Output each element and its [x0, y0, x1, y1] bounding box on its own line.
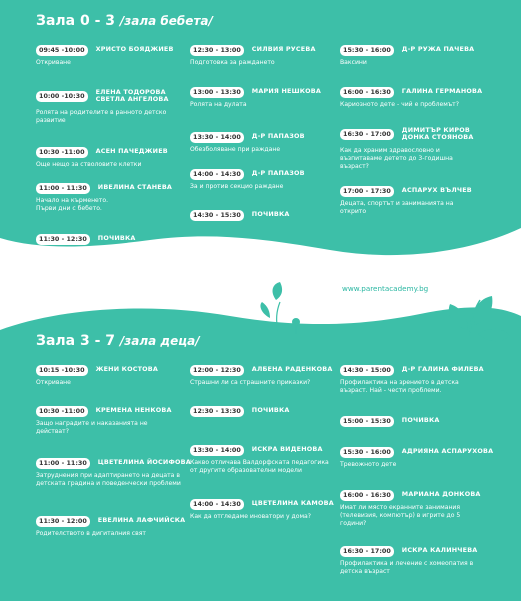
session-topic: Децата, спортът и заниманията на открито: [340, 200, 454, 216]
session-topic: Затруднения при адаптирането на децата в детската градина и поведенчески проблеми: [36, 472, 181, 488]
session-topic: Как да отгледаме иноватори у дома?: [190, 513, 312, 520]
session-item: [36, 364, 196, 387]
session-speaker: МАРИЯ НЕШКОВА: [251, 87, 321, 96]
session-topic: Кариозното дете - чий е проблемът?: [340, 101, 459, 108]
session-time: 12:00 - 12:30: [190, 365, 244, 376]
session-item: [36, 405, 196, 436]
session-item: [36, 44, 196, 67]
session-item: [36, 182, 196, 213]
session-topic: Тревожното дете: [340, 461, 397, 468]
session-speaker: ПОЧИВКА: [251, 210, 290, 219]
hall-title-text: Зала 3 - 7: [36, 333, 116, 349]
session-item: [190, 364, 350, 387]
session-time: 15:00 - 15:30: [340, 416, 394, 427]
session-time: 14:30 - 15:30: [190, 210, 244, 221]
session-topic: Ролята на дулата: [190, 101, 247, 108]
session-topic: Профилактика и лечение с хомеопатия в детска възраст: [340, 560, 474, 576]
session-time: 14:30 - 15:00: [340, 365, 394, 376]
session-time: 14:00 - 14:30: [190, 499, 244, 510]
session-time: 13:00 - 13:30: [190, 87, 244, 98]
session-speaker: Д-Р ГАЛИНА ФИЛЕВА: [401, 365, 484, 374]
session-item: [340, 124, 500, 172]
hall-title-text: Зала 0 - 3: [36, 13, 116, 29]
session-time: 11:30 - 12:00: [36, 516, 90, 527]
hall-subtitle: /зала деца/: [119, 334, 200, 348]
hall-title-0-3: [36, 13, 213, 29]
session-time: 11:00 - 11:30: [36, 183, 90, 194]
session-topic: Ваксини: [340, 59, 367, 66]
session-time: 10:00 -10:30: [36, 91, 88, 102]
session-speaker: СИЛВИЯ РУСЕВА: [251, 45, 316, 54]
session-time: 12:30 - 13:30: [190, 406, 244, 417]
session-time: 11:00 - 11:30: [36, 458, 90, 469]
session-item: [36, 86, 196, 125]
session-item: [36, 146, 196, 169]
session-time: 17:00 - 17:30: [340, 186, 394, 197]
session-topic: Подготовка за раждането: [190, 59, 275, 66]
session-speaker: ЦВЕТЕЛИНА ЙОСИФОВА: [97, 458, 191, 467]
session-item: [340, 185, 500, 216]
session-topic: Страшни ли са страшните приказки?: [190, 379, 311, 386]
session-speaker: КРЕМЕНА НЕНКОВА: [95, 406, 172, 415]
session-speaker: Д-Р ПАПАЗОВ: [251, 132, 305, 141]
session-item: [340, 44, 500, 67]
hall-title-3-7: [36, 333, 200, 349]
session-time: 10:15 -10:30: [36, 365, 88, 376]
session-speaker: МАРИАНА ДОНКОВА: [401, 490, 481, 499]
session-time: 16:00 - 16:30: [340, 490, 394, 501]
session-speaker: АСПАРУХ ВЪЛЧЕВ: [401, 186, 472, 195]
session-speaker: ЕВЕЛИНА ЛАФЧИЙСКА: [97, 516, 186, 525]
session-time: 15:30 - 16:00: [340, 45, 394, 56]
session-time: 13:30 - 14:00: [190, 445, 244, 456]
session-time: 10:30 -11:00: [36, 147, 88, 158]
session-speaker: ЦВЕТЕЛИНА КАМОВА: [251, 499, 334, 508]
session-topic: Начало на кърменето. Първи дни с бебето.: [36, 197, 109, 213]
session-item: [36, 457, 196, 488]
session-time: 12:30 - 13:00: [190, 45, 244, 56]
session-item: [340, 489, 500, 529]
session-topic: Родителството в дигиталния свят: [36, 530, 146, 537]
session-time: 16:30 - 17:00: [340, 546, 394, 557]
website-link[interactable]: www.parentacademy.bg: [342, 284, 429, 293]
session-speaker: ХРИСТО БОЯДЖИЕВ: [95, 45, 174, 54]
session-speaker: АСЕН ПАЧЕДЖИЕВ: [95, 147, 168, 156]
session-time: 10:30 -11:00: [36, 406, 88, 417]
session-speaker: ПОЧИВКА: [251, 406, 290, 415]
session-item: [190, 498, 350, 521]
session-speaker: ИВЕЛИНА СТАНЕВА: [97, 183, 173, 192]
session-speaker: ИСКРА КАЛИНЧЕВА: [401, 546, 478, 555]
session-topic: Профилактика на зрението в детска възраст. Най - чести проблеми.: [340, 379, 459, 395]
session-speaker: ПОЧИВКА: [401, 416, 440, 425]
session-time: 16:30 - 17:00: [340, 129, 394, 140]
session-item: [340, 86, 500, 109]
session-item: [190, 405, 350, 417]
session-item: [190, 44, 350, 67]
session-speaker: АДРИЯНА АСПАРУХОВА: [401, 447, 494, 456]
session-item: [340, 446, 500, 469]
session-topic: Откриване: [36, 59, 71, 66]
session-item: [190, 131, 350, 154]
session-time: 14:00 - 14:30: [190, 169, 244, 180]
session-time: 15:30 - 16:00: [340, 447, 394, 458]
session-speaker: Д-Р ПАПАЗОВ: [251, 169, 305, 178]
session-topic: Как да храним здравословно и възпитаваме детето до 3-годишна възраст?: [340, 147, 453, 171]
session-speaker: Д-Р РУЖА ПАЧЕВА: [401, 45, 475, 54]
session-item: [190, 86, 350, 109]
session-speaker: АЛБЕНА РАДЕНКОВА: [251, 365, 333, 374]
session-topic: Още нещо за стволовите клетки: [36, 161, 142, 168]
session-topic: За и против секцио раждане: [190, 183, 284, 190]
session-item: [190, 168, 350, 191]
session-time: 16:00 - 16:30: [340, 87, 394, 98]
session-item: [36, 233, 196, 245]
session-time: 11:30 - 12:30: [36, 234, 90, 245]
session-item: [340, 415, 500, 427]
session-topic: Защо наградите и наказанията не действат?: [36, 420, 148, 436]
session-speaker: ЖЕНИ КОСТОВА: [95, 365, 159, 374]
session-item: [36, 515, 196, 538]
session-speaker: ИСКРА ВИДЕНОВА: [251, 445, 323, 454]
session-speaker: ЕЛЕНА ТОДОРОВА СВЕТЛА АНГЕЛОВА: [95, 87, 169, 103]
session-topic: Откриване: [36, 379, 71, 386]
session-speaker: ДИМИТЪР КИРОВ ДОНКА СТОЯНОВА: [401, 125, 474, 141]
session-speaker: ГАЛИНА ГЕРМАНОВА: [401, 87, 483, 96]
hall-subtitle: /зала бебета/: [119, 14, 213, 28]
session-topic: Какво отличава Валдорфската педагогика от другите образователни модели: [190, 459, 329, 475]
session-time: 09:45 -10:00: [36, 45, 88, 56]
session-topic: Ролята на родителите в ранното детско развитие: [36, 109, 167, 125]
session-topic: Обезболяване при раждане: [190, 146, 281, 153]
session-topic: Имат ли място екранните занимания (телевизия, компютър) в игрите до 5 години?: [340, 504, 461, 528]
session-item: [190, 209, 350, 221]
session-item: [190, 444, 350, 475]
session-item: [340, 545, 500, 576]
session-time: 13:30 - 14:00: [190, 132, 244, 143]
session-item: [340, 364, 500, 395]
session-speaker: ПОЧИВКА: [97, 234, 136, 243]
